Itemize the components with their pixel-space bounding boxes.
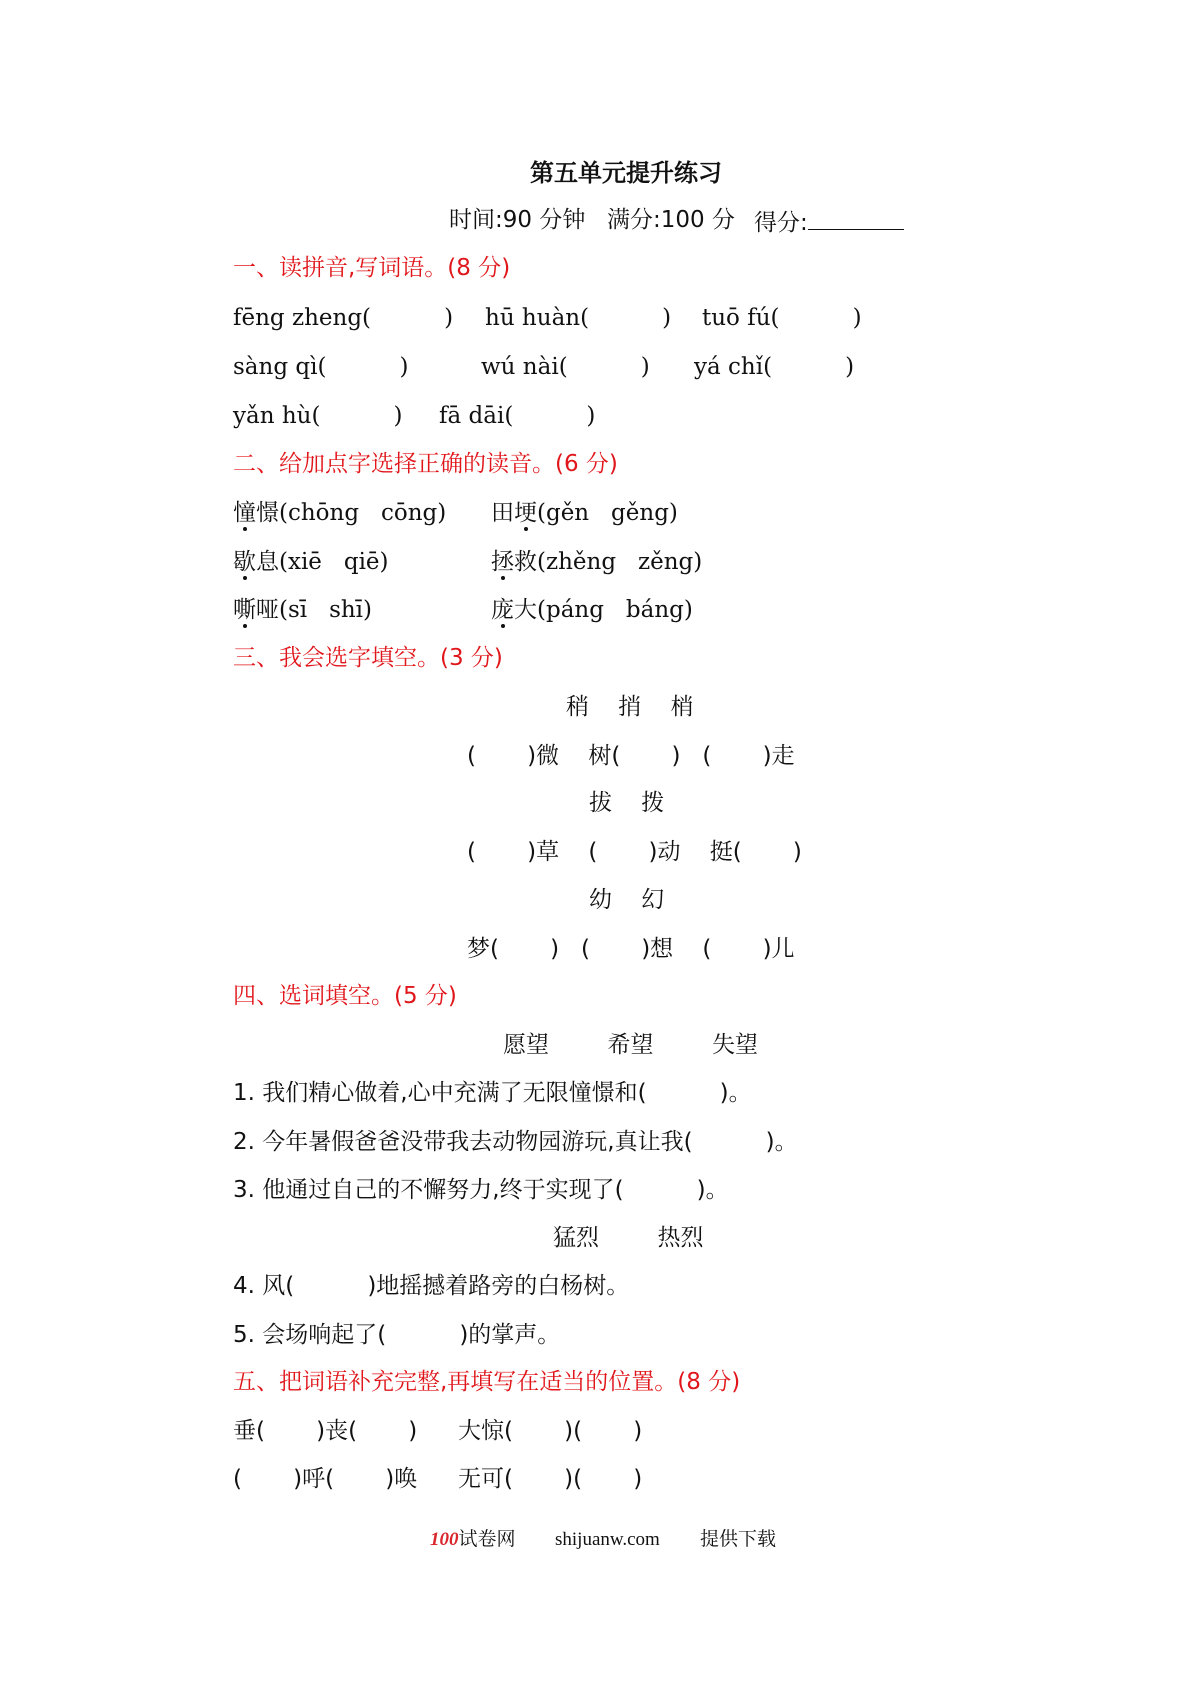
word-options: 猛烈 热烈: [553, 1225, 704, 1251]
dotted-char: 埂: [514, 500, 537, 526]
reading-choice-item: 庞大(páng báng): [491, 597, 693, 623]
section-2-heading: 二、给加点字选择正确的读音。(6 分): [233, 451, 618, 477]
footer-brand: [430, 1530, 516, 1549]
char-options: 稍 捎 梢: [566, 694, 694, 720]
reading-choice-item: 歇息(xiē qiē): [233, 549, 389, 575]
reading-choice-item: 憧憬(chōng cōng): [233, 500, 447, 526]
reading-choice-item: 拯救(zhěng zěng): [491, 549, 703, 575]
time-limit: 时间:90 分钟: [449, 207, 586, 233]
score-field: [754, 209, 904, 235]
section-1-heading: 一、读拼音,写词语。(8 分): [233, 255, 511, 281]
section-4-heading: 四、选词填空。(5 分): [233, 983, 457, 1009]
question-5: 5. 会场响起了( )的掌声。: [233, 1322, 561, 1348]
reading-choice-item: 嘶哑(sī shī): [233, 597, 373, 623]
pinyin-item: yǎn hù( ): [233, 403, 403, 429]
char-options: 幼 幻: [589, 887, 665, 913]
question-1: 1. 我们精心做着,心中充满了无限憧憬和( )。: [233, 1080, 752, 1106]
word-options: 愿望 希望 失望: [503, 1032, 758, 1058]
dotted-char: 嘶: [233, 597, 256, 623]
dotted-char: 歇: [233, 549, 256, 575]
page-title: 第五单元提升练习: [530, 159, 722, 187]
fill-line: ( )微 树( ) ( )走: [467, 743, 795, 769]
site-name: 试卷网: [458, 1529, 516, 1550]
full-score: 满分:100 分: [607, 207, 735, 233]
pinyin-item: hū huàn( ): [485, 305, 672, 331]
footer-url[interactable]: shijuanw.com: [555, 1529, 660, 1550]
question-3: 3. 他通过自己的不懈努力,终于实现了( )。: [233, 1177, 729, 1203]
pinyin-item: tuō fú( ): [702, 305, 862, 331]
idiom-blank: ( )呼( )唤: [233, 1466, 418, 1492]
section-5-heading: 五、把词语补充完整,再填写在适当的位置。(8 分): [233, 1369, 741, 1395]
dotted-char: 庞: [491, 597, 514, 623]
question-4: 4. 风( )地摇撼着路旁的白杨树。: [233, 1273, 630, 1299]
dotted-char: 拯: [491, 549, 514, 575]
pinyin-item: sàng qì( ): [233, 354, 409, 380]
idiom-blank: 无可( )( ): [458, 1466, 643, 1492]
reading-choice-item: 田埂(gěn gěng): [491, 500, 678, 526]
pinyin-item: yá chǐ( ): [694, 354, 855, 380]
footer-note: 提供下载: [700, 1529, 777, 1550]
question-2: 2. 今年暑假爸爸没带我去动物园游玩,真让我( )。: [233, 1129, 798, 1155]
fill-line: 梦( ) ( )想 ( )儿: [467, 936, 795, 962]
char-options: 拔 拨: [589, 790, 665, 816]
pinyin-item: fā dāi( ): [439, 403, 596, 429]
pinyin-item: fēng zheng( ): [233, 305, 454, 331]
pinyin-item: wú nài( ): [481, 354, 650, 380]
section-3-heading: 三、我会选字填空。(3 分): [233, 645, 503, 671]
site-logo: 100: [430, 1529, 459, 1550]
score-label: 得分:: [754, 210, 808, 236]
fill-line: ( )草 ( )动 挺( ): [467, 839, 802, 865]
score-blank[interactable]: [808, 209, 904, 230]
dotted-char: 憧: [233, 500, 256, 526]
idiom-blank: 垂( )丧( ): [233, 1418, 418, 1444]
idiom-blank: 大惊( )( ): [458, 1418, 643, 1444]
